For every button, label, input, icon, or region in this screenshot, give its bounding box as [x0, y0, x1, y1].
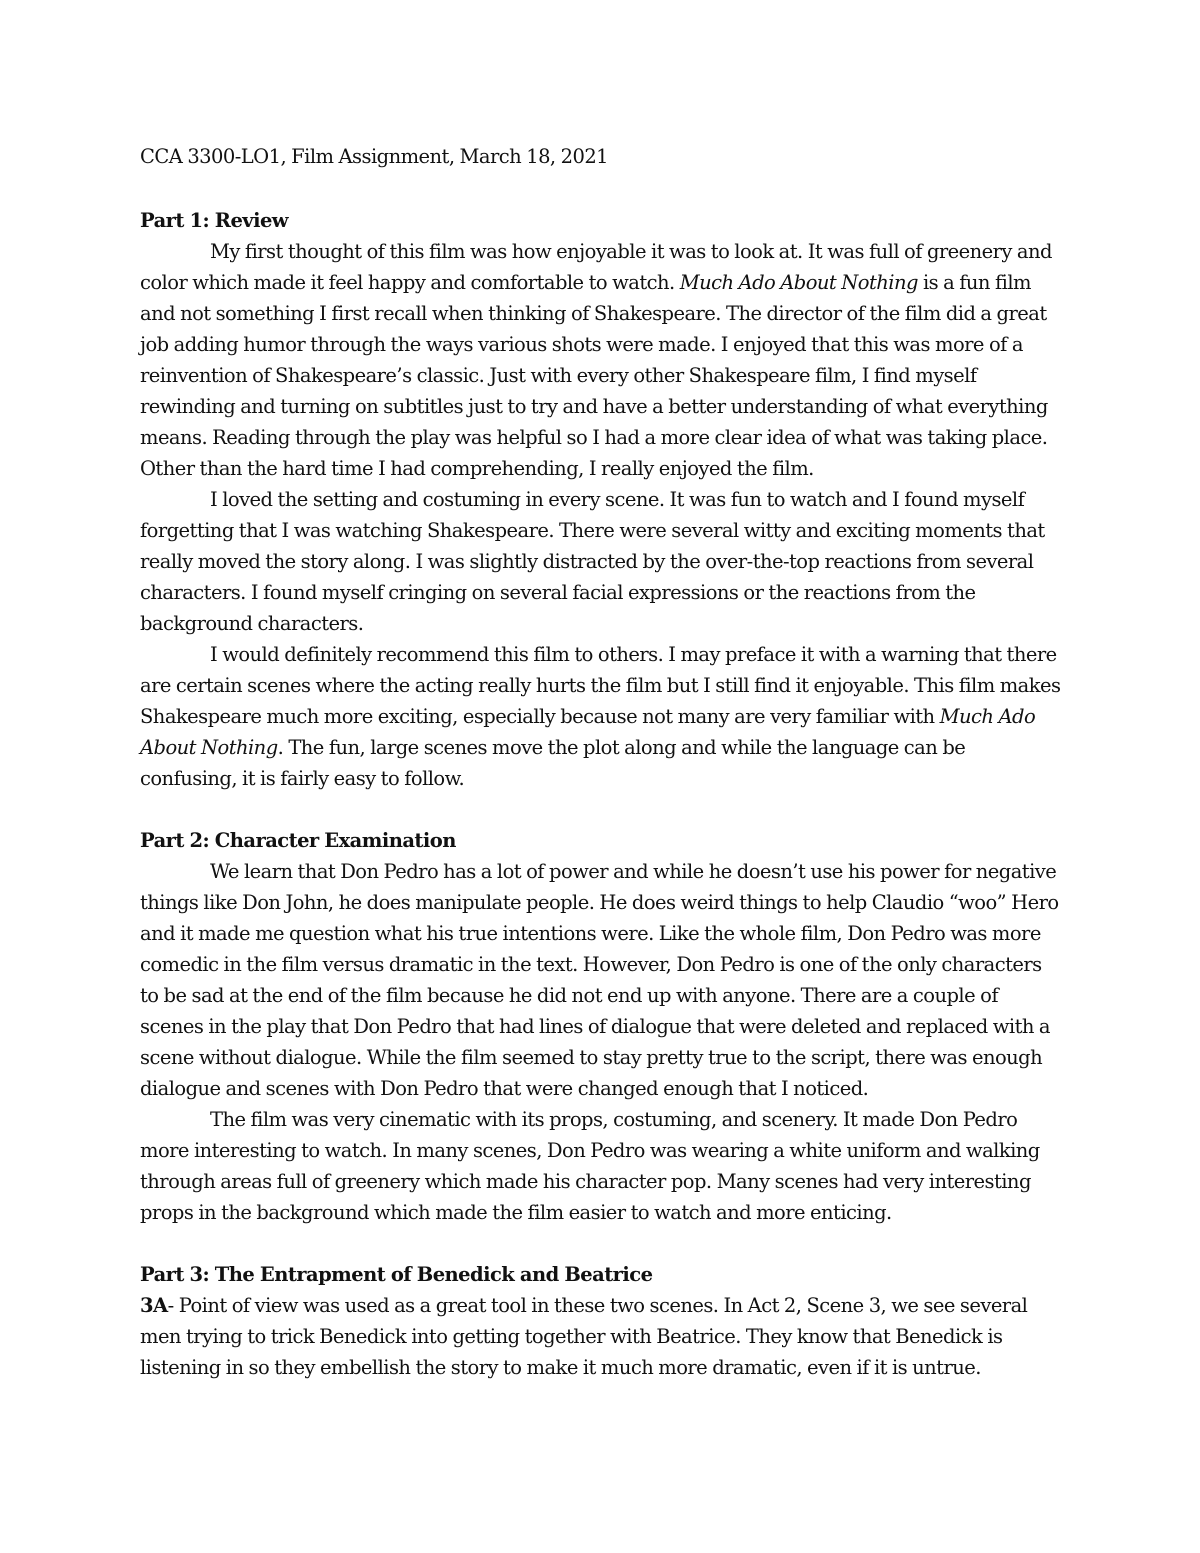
section-spacer [140, 1228, 1065, 1259]
part3-3a-paragraph [140, 1290, 1065, 1383]
section-spacer [140, 794, 1065, 825]
part3-3a-label: 3A [140, 1294, 168, 1317]
part1-p3-text-b: . The fun, large scenes move the plot along and while the language can be confusing, it is fairly easy to follow. [140, 736, 966, 790]
part1-section [140, 205, 1065, 794]
part2-paragraph-2: The film was very cinematic with its props, costuming, and scenery. It made Don Pedro more interesting to watch. In many scenes, Don Pedro was wearing a white uniform and walking through areas full of greenery which made his character pop. Many scenes had very interesting props in the background which made the film easier to watch and more enticing. [140, 1108, 1040, 1224]
part1-p1-text-b: is a fun film and not something I first recall when thinking of Shakespeare. The director of the film did a great job adding humor through the ways various shots were made. I enjoyed that this was more of a reinvention of Shakespeare’s classic. Just with every other Shakespeare film, I find myself rewinding and turning on subtitles just to try and have a better understanding of what everything means. Reading through the play was helpful so I had a more clear idea of what was taking place. Other than the hard time I had comprehending, I really enjoyed the film. [140, 271, 1048, 480]
part2-section [140, 825, 1065, 1228]
film-title-italic: Much Ado About Nothing [140, 705, 1036, 759]
part2-paragraph-1: We learn that Don Pedro has a lot of power and while he doesn’t use his power for negative things like Don John, he does manipulate people. He does weird things to help Claudio “woo” Hero and it made me question what his true intentions were. Like the whole film, Don Pedro was more comedic in the film versus dramatic in the text. However, Don Pedro is one of the only characters to be sad at the end of the film because he did not end up with anyone. There are a couple of scenes in the play that Don Pedro that had lines of dialogue that were deleted and replaced with a scene without dialogue. While the film seemed to stay pretty true to the script, there was enough dialogue and scenes with Don Pedro that were changed enough that I noticed. [140, 860, 1059, 1100]
part1-paragraph-1 [140, 236, 1065, 484]
part1-heading: Part 1: Review [140, 209, 289, 232]
part1-paragraph-3 [140, 639, 1065, 794]
part1-p3-text-a: I would definitely recommend this film to others. I may preface it with a warning that there are certain scenes where the acting really hurts the film but I still find it enjoyable. This film makes Shakespeare much more exciting, especially because not many are very familiar with [140, 643, 1061, 728]
part1-paragraph-2: I loved the setting and costuming in every scene. It was fun to watch and I found myself forgetting that I was watching Shakespeare. There were several witty and exciting moments that really moved the story along. I was slightly distracted by the over-the-top reactions from several characters. I found myself cringing on several facial expressions or the reactions from the background characters. [140, 488, 1045, 635]
part2-heading: Part 2: Character Examination [140, 829, 456, 852]
document-title: CCA 3300-LO1, Film Assignment, March 18, 2021 [140, 145, 609, 168]
film-title-italic: Much Ado About Nothing [679, 271, 918, 294]
part1-p1-text-a: My first thought of this film was how enjoyable it was to look at. It was full of greenery and color which made it feel happy and comfortable to watch. [140, 240, 1052, 294]
part3-heading: Part 3: The Entrapment of Benedick and Beatrice [140, 1263, 653, 1286]
document-page [140, 141, 1065, 1383]
part3-3a-text: - Point of view was used as a great tool in these two scenes. In Act 2, Scene 3, we see several men trying to trick Benedick into getting together with Beatrice. They know that Benedick is listening in so they embellish the story to make it much more dramatic, even if it is untrue. [140, 1294, 1028, 1379]
part3-section [140, 1259, 1065, 1383]
